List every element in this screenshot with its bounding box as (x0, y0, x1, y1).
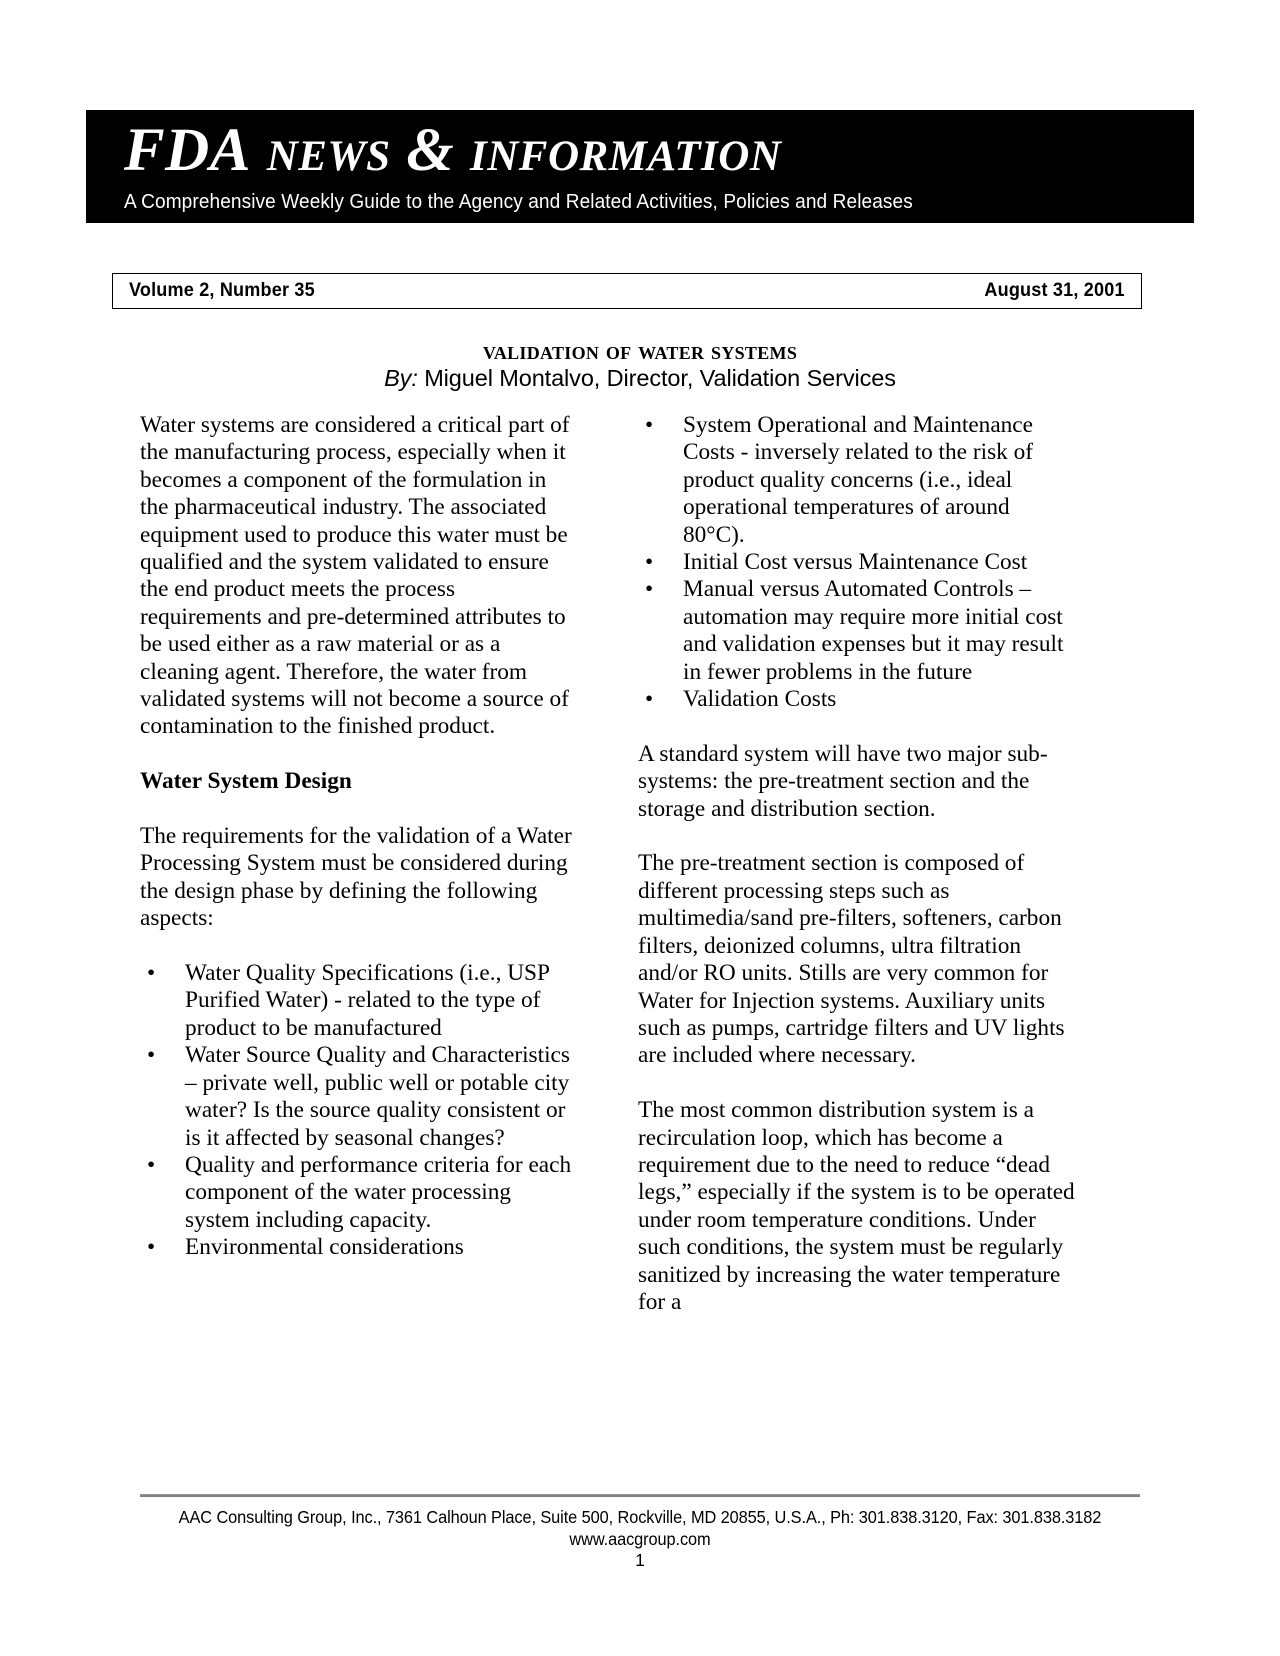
bullet-icon: • (147, 1042, 156, 1069)
left-column (140, 412, 577, 1262)
left-paragraph-1: Water systems are considered a critical part of the manufacturing process, especially when it becomes a component of the formulation in the pharmaceutical industry. The associated equipment used to produce this water must be qualified and the system validated to ensure the end product meets the process requirements and pre-determined attributes to be used either as a raw material or as a cleaning agent. Therefore, the water from validated systems will not become a source of contamination to the finished product. (140, 412, 570, 740)
list-item-text: Validation Costs (683, 686, 837, 713)
masthead-title (124, 116, 1194, 186)
right-paragraph-2: The pre-treatment section is composed of different processing steps such as multimedia/sand pre-filters, softeners, carbon filters, deionized columns, ultra filtration and/or RO units. Stills are very common for Water for Injection systems. Auxiliary units such as pumps, cartridge filters and UV lights are included where necessary. (638, 850, 1065, 1069)
bullet-icon: • (645, 549, 654, 576)
footer-divider (140, 1494, 1140, 1497)
article-title: validation of water systems (482, 336, 798, 365)
list-item (638, 576, 1075, 686)
issue-bar (112, 273, 1142, 309)
list-item (140, 960, 577, 1042)
bullet-icon: • (645, 412, 654, 438)
masthead-subtitle: A Comprehensive Weekly Guide to the Agency and Related Activities, Policies and Releases (124, 190, 913, 213)
issue-volume-label: Volume 2, Number 35 (129, 280, 315, 301)
spacer (140, 796, 577, 823)
spacer (638, 823, 1075, 850)
list-item (140, 1042, 577, 1152)
list-item (638, 549, 1075, 576)
footer-address: AAC Consulting Group, Inc., 7361 Calhoun Place, Suite 500, Rockville, MD 20855, U.S.A., Ph: 301.838.3120, Fax: 301.838.3182 (178, 1507, 1102, 1527)
article-byline (0, 365, 1280, 392)
right-bullet-list (638, 412, 1075, 713)
left-subheading: Water System Design (140, 768, 352, 795)
right-column (638, 412, 1075, 1316)
spacer (638, 713, 1075, 740)
bullet-icon: • (645, 686, 654, 713)
list-item-text: Manual versus Automated Controls – automation may require more initial cost and validation expenses but it may result in fewer problems in the future (683, 576, 1064, 685)
spacer (140, 933, 577, 960)
list-item (638, 412, 1075, 549)
spacer (140, 741, 577, 768)
bullet-icon: • (147, 1234, 156, 1261)
bullet-icon: • (147, 960, 156, 987)
byline-author: Miguel Montalvo, Director, Validation Services (424, 365, 896, 391)
byline-prefix: By: (384, 365, 418, 391)
right-paragraph-1: A standard system will have two major sub-systems: the pre-treatment section and the storage and distribution section. (638, 740, 1048, 822)
list-item-text: System Operational and Maintenance Costs - inversely related to the risk of product quality concerns (i.e., ideal operational temperatures of around 80°C). (683, 412, 1034, 548)
masthead-title-news: news & information (266, 117, 782, 184)
masthead-banner (86, 110, 1194, 223)
list-item-text: Initial Cost versus Maintenance Cost (683, 549, 1028, 576)
list-item-text: Quality and performance criteria for each component of the water processing system including capacity. (185, 1151, 572, 1233)
masthead-title-fda: FDA (124, 117, 251, 184)
bullet-icon: • (645, 576, 654, 603)
left-bullet-list (140, 960, 577, 1261)
right-paragraph-3: The most common distribution system is a recirculation loop, which has become a requirement due to the need to reduce “dead legs,” especially if the system is to be operated under room temperature conditions. Under such conditions, the system must be regularly sanitized by increasing the water temperature for a (638, 1097, 1075, 1315)
bullet-icon: • (147, 1151, 156, 1178)
spacer (638, 1070, 1075, 1097)
list-item (140, 1152, 577, 1234)
list-item-text: Water Source Quality and Characteristics – private well, public well or potable city water? Is the source quality consistent or is it affected by seasonal changes? (185, 1042, 570, 1151)
list-item-text: Water Quality Specifications (i.e., USP Purified Water) - related to the type of product to be manufactured (185, 960, 550, 1041)
left-paragraph-2: The requirements for the validation of a Water Processing System must be considered during the design phase by defining the following aspects: (140, 823, 572, 932)
footer-website: www.aacgroup.com (569, 1529, 711, 1549)
issue-date-label: August 31, 2001 (984, 280, 1125, 301)
list-item (140, 1234, 577, 1261)
page-number: 1 (635, 1550, 645, 1570)
list-item-text: Environmental considerations (185, 1234, 464, 1261)
footer-contact (0, 1506, 1280, 1550)
list-item (638, 686, 1075, 713)
